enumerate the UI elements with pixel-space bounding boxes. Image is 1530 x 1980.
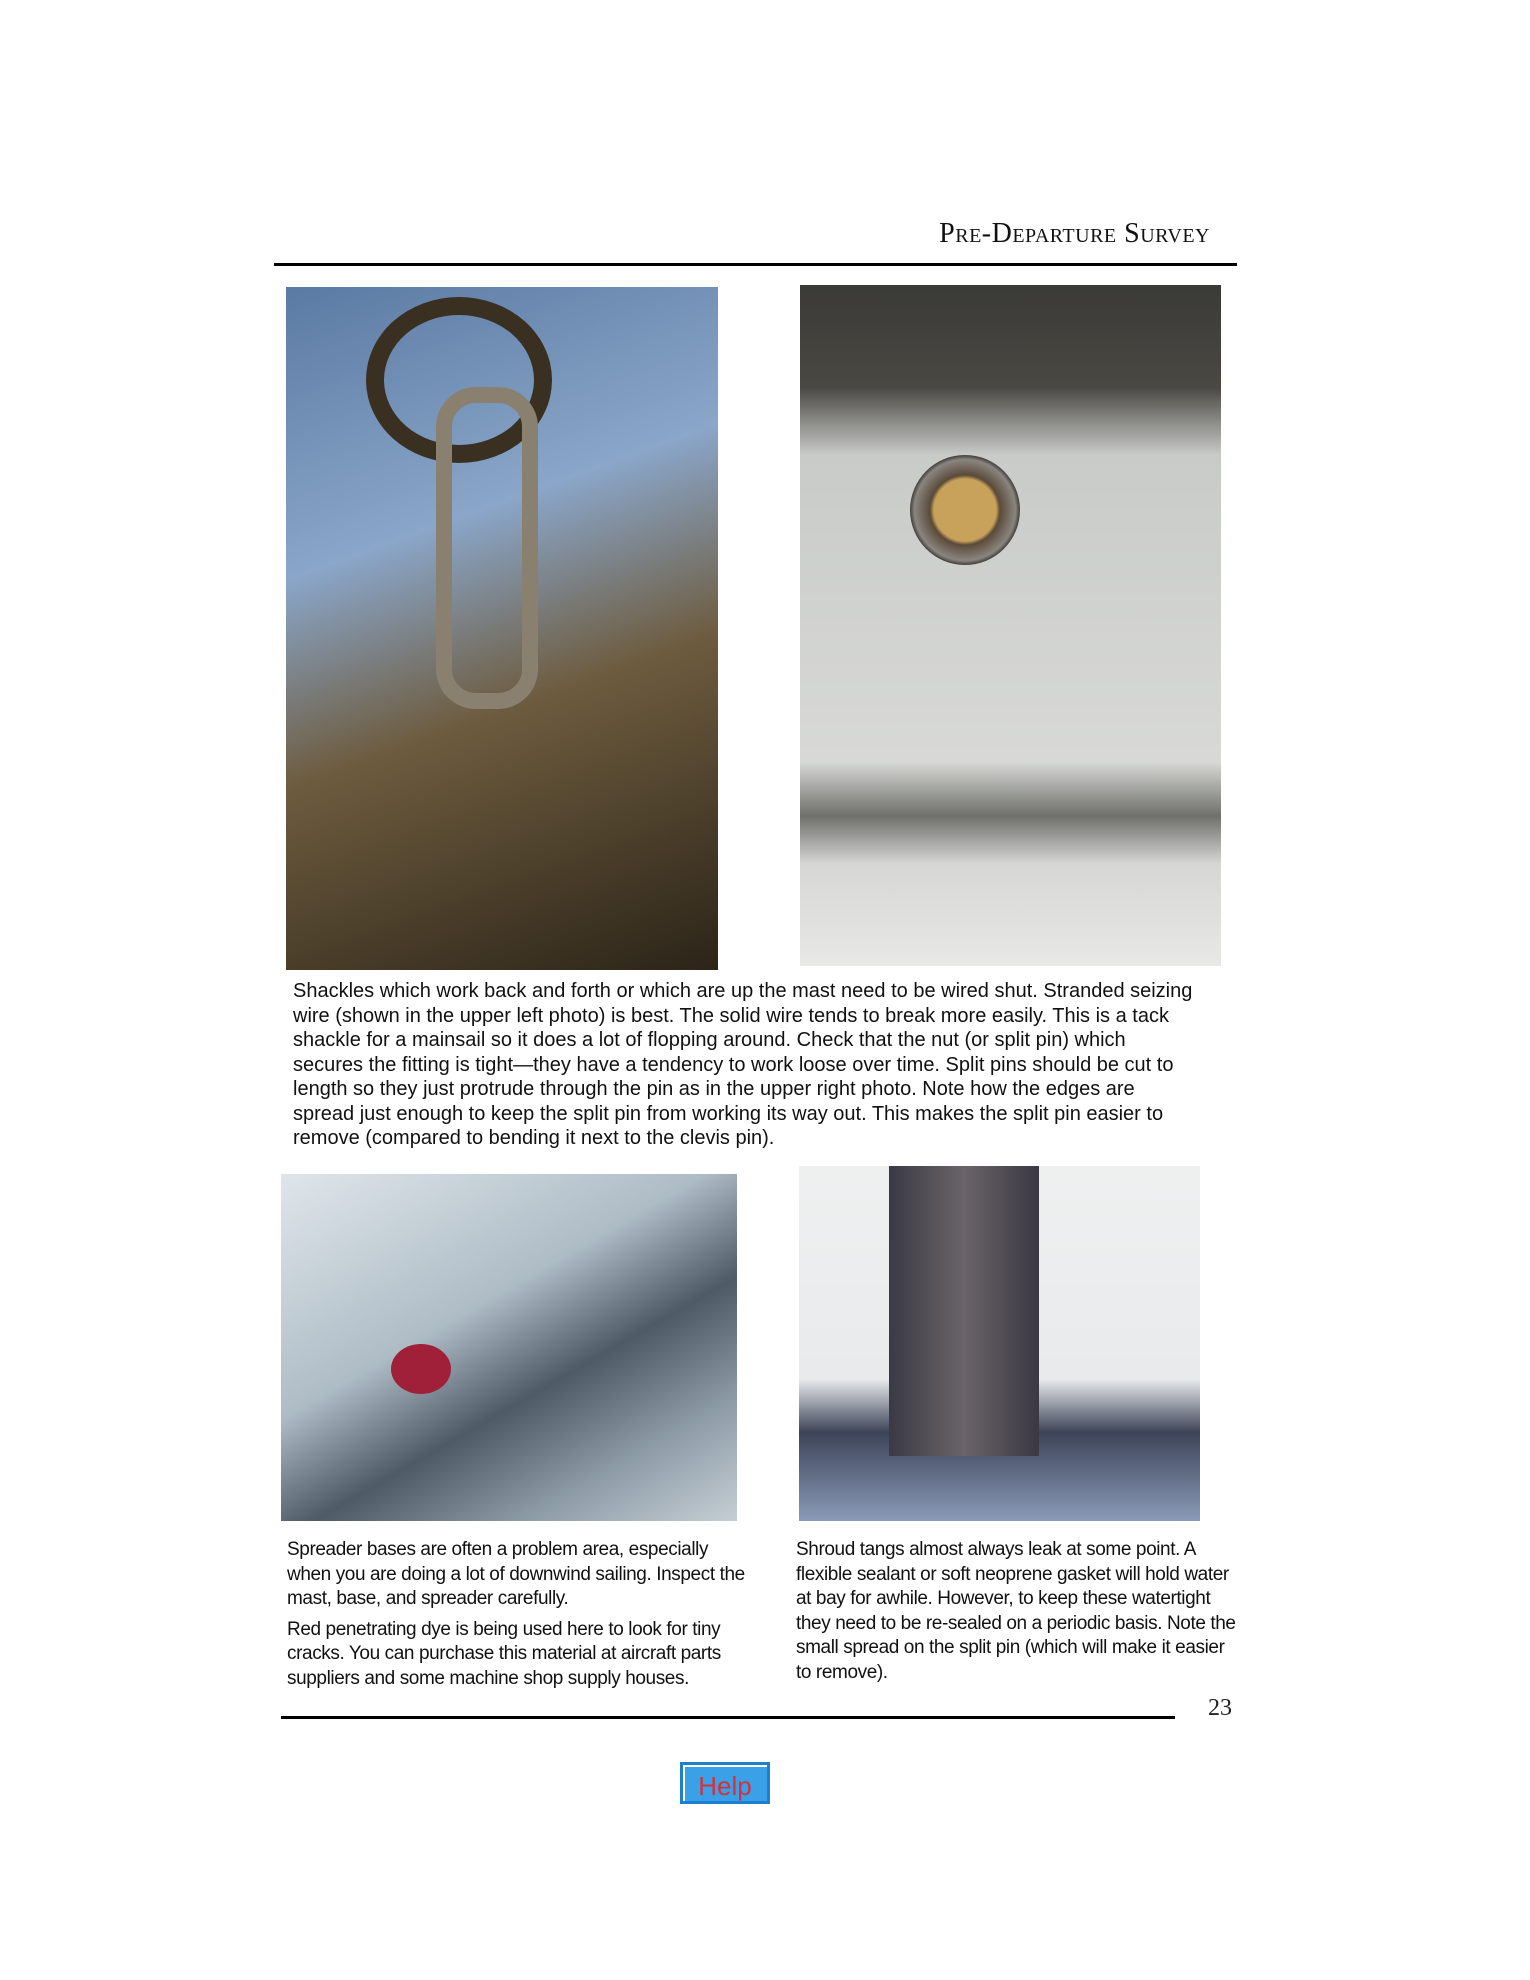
help-button[interactable]: Help — [680, 1762, 770, 1804]
page-number: 23 — [1208, 1695, 1232, 1721]
photo-tack-shackle — [286, 287, 718, 970]
caption-shroud-tangs: Shroud tangs almost always leak at some point. A flexible sealant or soft neoprene gasket will hold water at bay for awhile. However, to keep these watertight they need to be re-sealed on a periodic basis. Note the small spread on the split pin (which will make it easier to remove). — [796, 1539, 1236, 1683]
caption-paragraph: Red penetrating dye is being used here to look for tiny cracks. You can purchase this material at aircraft parts suppliers and some machine shop supply houses. — [287, 1618, 721, 1689]
page-header-title: Pre-Departure Survey — [939, 218, 1210, 249]
caption-paragraph: Spreader bases are often a problem area, especially when you are doing a lot of downwind sailing. Inspect the mast, base, and spreader carefully. — [287, 1539, 745, 1609]
footer-rule — [281, 1716, 1175, 1719]
caption-shackles: Shackles which work back and forth or which are up the mast need to be wired shut. Stranded seizing wire (shown in the upper left photo) is best. The solid wire tends to break more easily. This is a tack shackle for a mainsail so it does a lot of flopping around. Check that the nut (or split pin) which secures the fitting is tight—they have a tendency to work loose over time. Split pins should be cut to length so they just protrude through the pin as in the upper right photo. Note how the edges are spread just enough to keep the split pin from working its way out. This makes the split pin easier to remove (compared to bending it next to the clevis pin). — [293, 980, 1193, 1149]
caption-spreader-bases — [287, 1538, 747, 1697]
photo-spreader-base — [281, 1174, 737, 1521]
header-rule — [274, 263, 1237, 266]
photo-split-pin — [800, 285, 1221, 966]
photo-shroud-tang — [799, 1166, 1200, 1521]
